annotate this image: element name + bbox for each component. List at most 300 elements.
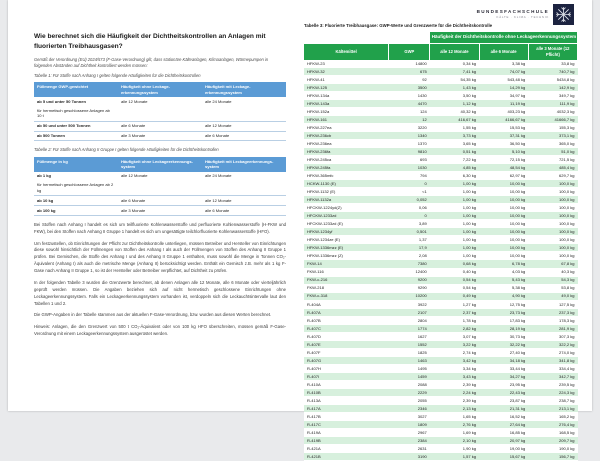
cell-gwp: 92 [389,75,430,83]
logo-title: BUNDESFACHSCHULE [476,9,549,15]
table-row [304,445,578,453]
cell-alle-3-monate: 165,2 kg [528,413,577,421]
cell-alle-3-monate: 40,3 kg [528,268,577,276]
cell-gwp: 3922 [389,300,430,308]
cell-fuellmenge: ab 500 Tonnen [34,131,118,141]
cell-alle-3-monate: 54,3 kg [528,276,577,284]
table-row [34,196,286,206]
cell-alle-3-monate: 224,3 kg [528,388,577,396]
cell-alle-12-monate: 1,00 kg [430,204,479,212]
cell-alle-3-monate: 213,1 kg [528,405,577,413]
cell-mit: alle 24 Monate [205,173,232,179]
col-alle-3-monate: alle 3 Monate (12 Pflicht) [528,44,577,60]
cell-mit: alle 12 Monate [202,121,286,131]
cell-alle-12-monate: 1,00 kg [430,220,479,228]
table3-caption: Tabelle 3: Fluorierte Treibhausgase: GWP-Werte und Grenzwerte für die Dichtheitskontrolle [304,23,493,28]
table-row [304,164,578,172]
cell-alle-6-monate: 17,83 kg [479,316,528,324]
cell-alle-12-monate: 7,41 kg [430,67,479,75]
table-row [304,284,578,292]
cell-alle-12-monate: 0,68 kg [430,260,479,268]
spacer-cell [304,32,389,44]
cell-gwp: 1459 [389,372,430,380]
cell-alle-6-monate: 4,90 kg [479,292,528,300]
cell-kaeltemittel: HFKW-245ca [304,156,389,164]
cell-fuellmenge: ab 100 kg [34,206,118,216]
cell-alle-6-monate: 72,15 kg [479,156,528,164]
cell-alle-12-monate: 2,13 kg [430,405,479,413]
cell-alle-3-monate: 67,8 kg [528,260,577,268]
cell-gwp: 2055 [389,397,430,405]
cell-alle-6-monate: 15,67 kg [479,453,528,461]
cell-ohne: alle 6 Monate [118,121,202,131]
cell-alle-12-monate: 2,76 kg [430,421,479,429]
body-paragraph-note: Hinweis: Anlagen, die den Grenzwert von 500 t CO₂-Äquivalent oder von 100 kg HFO überschreiten, müssen gemäß F-Gase-Verordnung mit einem Leckageerkennungssystem ausgerüstet werden. [34,324,286,337]
cell-gwp: 2,08 [389,252,430,260]
cell-alle-3-monate: 341,8 kg [528,356,577,364]
cell-gwp: 1552 [389,340,430,348]
table-row [304,276,578,284]
cell-kaeltemittel: R-407E [304,340,389,348]
cell-kaeltemittel: R-417B [304,413,389,421]
table-row [304,115,578,123]
table-row [34,131,286,141]
table-row [304,196,578,204]
cell-gwp: 3190 [389,453,430,461]
cell-fuellmenge: ab 50 und unter 500 Tonnen [34,121,118,131]
cell-alle-12-monate: 2,24 kg [430,388,479,396]
table-row [304,123,578,131]
right-column [304,23,578,461]
group-header-haeufigkeit: Häufigkeit der Dichtheitskontrolle ohne Leckageerkennungssystem [430,32,578,44]
cell-alle-12-monate: 1,12 kg [430,99,479,107]
cell-alle-3-monate: 349,7 kg [528,91,577,99]
cell-alle-3-monate: 237,3 kg [528,308,577,316]
cell-gwp: 0 [389,180,430,188]
body-paragraph-1: Bei Stoffen nach Anhang I handelt es sich um teilfluorierte Kohlenwasserstoffe und perfluorierte Kohlenwasserstoffe (H-FKW und FKW), bei den Stoffen nach Anhang II Gruppe 1 handelt es sich um ungesättigte teilchlorfluorierte Kohlenwasserstoffe (HFO). [34,221,286,234]
cell-alle-6-monate: 19,00 kg [479,445,528,453]
cell-kaeltemittel: FKW-218 [304,284,389,292]
table-row [304,180,578,188]
table-row [304,421,578,429]
cell-gwp: 0,501 [389,228,430,236]
cell-alle-3-monate: 190,0 kg [528,445,577,453]
cell-kaeltemittel: HFCKW-1233zd [304,212,389,220]
cell-kaeltemittel: HFKW-125 [304,83,389,91]
cell-alle-6-monate: 10,00 kg [479,188,528,196]
body-paragraph-2: Um festzustellen, ob Einrichtungen der Pflicht zur Dichtheitskontrolle unterliegen, müssen Betreiber und Hersteller von Einrichtungen diese sowohl hinsichtlich der Füllmengen von Stoffen des Anhang I als auch der Füllmengen von Stoffen des Anhang II Gruppe 1 prüfen. Bei Gemischen, die Stoffe des Anhang I und des Anhang II Gruppe 1 enthalten, muss sowohl die Menge in Tonnen CO₂-Äquivalent (Anhang I) als auch die metrische Menge (Anhang II) berücksichtigt werden. Enthält ein Gemisch z.B. mehr als 1 kg F-Gase nach Anhang II Gruppe 1, so ist der Hersteller oder Betreiber verpflichtet, auf Dichtheit zu prüfen. [34,240,286,274]
cell-alle-3-monate: 629,7 kg [528,172,577,180]
cell-kaeltemittel: HFKW-1336mzz (E) [304,244,389,252]
cell-gwp: 3027 [389,413,430,421]
cell-gwp: 1825 [389,348,430,356]
cell-fuellmenge: ab 10 kg [34,196,118,206]
table-header-row [34,82,286,97]
cell-kaeltemittel: FKW-c-216 [304,276,389,284]
cell-alle-3-monate: 178,3 kg [528,316,577,324]
cell-alle-3-monate: 721,5 kg [528,156,577,164]
cell-gwp: 1,37 [389,236,430,244]
cell-kaeltemittel: HFKW-1336mzz (Z) [304,252,389,260]
table-row [304,228,578,236]
cell-kaeltemittel: HFKW-152a [304,107,389,115]
cell-alle-12-monate: 1,00 kg [430,252,479,260]
cell-gwp: 4470 [389,99,430,107]
cell-alle-3-monate: 322,2 kg [528,340,577,348]
table-anhang-2 [34,157,286,216]
cell-kaeltemittel: R-419B [304,437,389,445]
cell-alle-3-monate: 4032,3 kg [528,107,577,115]
cell-gwp: 124 [389,107,430,115]
body-paragraph-3: In der folgenden Tabelle 3 wurden die Grenzwerte berechnet, ab denen Anlagen alle 12 Monate, alle 6 Monate oder vierteljährlich geprüft werden müssen. Die Angaben beziehen sich auf nicht hermetisch geschlossene Einrichtungen ohne Leckageerkennungssystem. Falls ein Leckageerkennungssystem vorhanden ist, verdoppeln sich die Leckauchtsintervalle laut den Tabellen 1 und 2. [34,279,286,306]
table-row [304,188,578,196]
table-row [304,140,578,148]
cell-alle-12-monate: 0,40 kg [430,268,479,276]
cell-alle-6-monate: 74,07 kg [479,67,528,75]
cell-kaeltemittel: HFKW-161 [304,115,389,123]
cell-empty [202,181,286,196]
cell-gwp: 2088 [389,380,430,388]
cell-gwp: 10200 [389,292,430,300]
cell-alle-12-monate: 1,00 kg [430,196,479,204]
cell-gwp: 675 [389,67,430,75]
cell-alle-3-monate: 5434,8 kg [528,75,577,83]
cell-alle-3-monate: 276,4 kg [528,421,577,429]
col-fuellmenge-gwp: Füllmenge GWP-gewichtet [34,82,118,97]
table-row [304,356,578,364]
cell-alle-6-monate: 27,64 kg [479,421,528,429]
cell-alle-12-monate: 1,43 kg [430,83,479,91]
cell-alle-12-monate: 54,35 kg [430,75,479,83]
cell-kaeltemittel: R-407D [304,332,389,340]
col-ohne-leckage: Häufigkeit ohne Leckageerkennungs-system [118,157,202,172]
table-row [304,236,578,244]
cell-kaeltemittel: HFKW-134a [304,91,389,99]
cell-alle-12-monate: 3,73 kg [430,131,479,139]
cell-alle-12-monate: 1,27 kg [430,300,479,308]
cell-ohne: alle 12 Monate [121,98,148,104]
cell-alle-3-monate: 111,9 kg [528,99,577,107]
cell-kaeltemittel: HFKW-365mfc [304,172,389,180]
table2-caption: Tabelle 2: Für Stoffe nach Anhang II Gruppe I gelten folgende Häufigkeiten für die Dichtheitskontrollen [34,147,219,153]
table-row [304,380,578,388]
cell-alle-12-monate: 2,74 kg [430,348,479,356]
cell-kaeltemittel: R-407C [304,324,389,332]
cell-alle-6-monate: 3,38 kg [479,60,528,68]
cell-alle-3-monate: 274,0 kg [528,348,577,356]
cell-alle-6-monate: 20,97 kg [479,437,528,445]
cell-alle-6-monate: 32,22 kg [479,340,528,348]
cell-alle-3-monate: 100,0 kg [528,252,577,260]
cell-alle-6-monate: 4166,67 kg [479,115,528,123]
cell-alle-12-monate: 1,00 kg [430,180,479,188]
cell-alle-3-monate: 49,0 kg [528,292,577,300]
cell-kaeltemittel: R-417A [304,405,389,413]
cell-gwp: 9810 [389,148,430,156]
cell-alle-6-monate: 23,95 kg [479,380,528,388]
cell-kaeltemittel: R-413A [304,397,389,405]
cell-gwp: 3220 [389,123,430,131]
cell-fuellmenge-note: für hermetisch geschlossene Anlagen ab 2 kg [34,181,118,196]
cell-empty [118,181,202,196]
cell-mit: alle 6 Monate [202,206,286,216]
cell-alle-12-monate: 0,54 kg [430,284,479,292]
cell-alle-6-monate: 62,97 kg [479,172,528,180]
col-kaeltemittel: Kältemittel [304,44,389,60]
cell-kaeltemittel: R-407H [304,364,389,372]
cell-alle-12-monate: 2,39 kg [430,397,479,405]
col-alle-6-monate: alle 6 Monate [479,44,528,60]
cell-alle-3-monate: 100,0 kg [528,188,577,196]
cell-fuellmenge-note: für hermetisch geschlossene Anlagen ab 10 t [34,106,118,121]
cell-alle-12-monate: 1,65 kg [430,413,479,421]
snowflake-icon [553,4,574,25]
cell-alle-6-monate: 37,31 kg [479,131,528,139]
cell-ohne: alle 3 Monate [118,206,202,216]
table-row [304,268,578,276]
cell-kaeltemittel: R-407A [304,308,389,316]
table-header-row [304,44,578,60]
cell-alle-3-monate: 365,0 kg [528,140,577,148]
logo-text-block [477,9,549,19]
cell-alle-6-monate: 10,00 kg [479,180,528,188]
table-body [304,60,578,461]
cell-kaeltemittel: HCKW-1130 (E) [304,180,389,188]
cell-alle-12-monate: 3,42 kg [430,356,479,364]
table-row [304,212,578,220]
cell-alle-12-monate: 3,07 kg [430,332,479,340]
cell-kaeltemittel: FKW-c-318 [304,292,389,300]
table-row [304,364,578,372]
cell-gwp: 12400 [389,268,430,276]
cell-alle-3-monate: 100,0 kg [528,220,577,228]
table-row [304,397,578,405]
cell-alle-12-monate: 1,00 kg [430,228,479,236]
cell-alle-12-monate: 1,00 kg [430,244,479,252]
cell-gwp: 2967 [389,429,430,437]
cell-alle-12-monate: 416,67 kg [430,115,479,123]
table-anhang-1 [34,82,286,141]
cell-kaeltemittel: R-404A [304,300,389,308]
cell-alle-12-monate: 1,00 kg [430,212,479,220]
cell-alle-6-monate: 48,54 kg [479,164,528,172]
cell-kaeltemittel: R-417C [304,421,389,429]
table-row [304,252,578,260]
cell-empty [118,106,202,121]
cell-alle-3-monate: 168,5 kg [528,429,577,437]
cell-alle-12-monate: 6,30 kg [430,172,479,180]
table-row [304,292,578,300]
table-kaeltemittel-grenzwerte [304,32,578,461]
table-row [304,60,578,68]
cell-gwp: 1627 [389,332,430,340]
cell-kaeltemittel: FKW-116 [304,268,389,276]
cell-alle-3-monate: 156,7 kg [528,453,577,461]
cell-alle-12-monate: 3,65 kg [430,140,479,148]
cell-gwp: 9290 [389,284,430,292]
cell-fuellmenge: ab 5 und unter 50 Tonnen [37,98,86,104]
cell-alle-6-monate: 30,73 kg [479,332,528,340]
cell-gwp: 794 [389,172,430,180]
cell-alle-12-monate: 40,32 kg [430,107,479,115]
cell-gwp: 2804 [389,316,430,324]
cell-alle-12-monate: 1,69 kg [430,429,479,437]
cell-gwp: 1370 [389,140,430,148]
cell-alle-6-monate: 22,43 kg [479,388,528,396]
cell-alle-6-monate: 34,27 kg [479,372,528,380]
table-row [304,332,578,340]
table-row [304,405,578,413]
cell-alle-3-monate: 238,7 kg [528,397,577,405]
brand-logo [477,4,574,25]
table-row [304,429,578,437]
cell-kaeltemittel: R-419A [304,429,389,437]
table-row [304,99,578,107]
cell-alle-12-monate: 1,90 kg [430,445,479,453]
cell-alle-6-monate: 14,29 kg [479,83,528,91]
cell-alle-12-monate: 1,55 kg [430,123,479,131]
table-row [304,340,578,348]
cell-alle-3-monate: 373,1 kg [528,131,577,139]
cell-gwp: 1774 [389,324,430,332]
cell-alle-6-monate: 10,00 kg [479,228,528,236]
cell-alle-12-monate: 0,51 kg [430,148,479,156]
cell-alle-6-monate: 36,50 kg [479,140,528,148]
cell-alle-12-monate: 1,78 kg [430,316,479,324]
table-row [304,204,578,212]
document-page [8,0,592,460]
cell-alle-3-monate: 740,7 kg [528,67,577,75]
cell-kaeltemittel: R-407F [304,348,389,356]
cell-kaeltemittel: R-407B [304,316,389,324]
table-header-row [34,157,286,172]
table-row [304,244,578,252]
cell-alle-6-monate: 543,48 kg [479,75,528,83]
cell-alle-6-monate: 5,10 kg [479,148,528,156]
table-row [304,220,578,228]
cell-alle-12-monate: 2,37 kg [430,308,479,316]
cell-alle-6-monate: 23,73 kg [479,308,528,316]
cell-alle-6-monate: 23,87 kg [479,397,528,405]
cell-gwp: 1495 [389,364,430,372]
cell-ohne: alle 6 Monate [118,196,202,206]
table-row [304,324,578,332]
cell-alle-3-monate: 127,5 kg [528,300,577,308]
cell-gwp: 2384 [389,437,430,445]
cell-gwp: 3,89 [389,220,430,228]
table-row [304,156,578,164]
cell-alle-12-monate: 1,00 kg [430,188,479,196]
table-row [304,75,578,83]
table1-caption: Tabelle 1: Für Stoffe nach Anhang I gelten folgende Häufigkeiten für die Dichtheitskontrollen [34,72,201,78]
table-row [304,437,578,445]
cell-alle-6-monate: 10,00 kg [479,212,528,220]
cell-kaeltemittel: HFKW-1132 (E) [304,188,389,196]
cell-alle-6-monate: 12,75 kg [479,300,528,308]
table-row [304,260,578,268]
cell-kaeltemittel: R-410A [304,380,389,388]
cell-alle-6-monate: 10,00 kg [479,236,528,244]
cell-alle-6-monate: 6,78 kg [479,260,528,268]
cell-gwp: 1030 [389,164,430,172]
cell-alle-12-monate: 0,54 kg [430,276,479,284]
cell-alle-12-monate: 2,39 kg [430,380,479,388]
cell-alle-6-monate: 34,18 kg [479,356,528,364]
cell-alle-12-monate: 2,10 kg [430,437,479,445]
cell-gwp: 1430 [389,91,430,99]
cell-alle-3-monate: 485,4 kg [528,164,577,172]
cell-alle-3-monate: 100,0 kg [528,204,577,212]
table-row [304,316,578,324]
cell-alle-3-monate: 281,9 kg [528,324,577,332]
cell-kaeltemittel: HFKW-227ea [304,123,389,131]
cell-kaeltemittel: HFKW-245fa [304,164,389,172]
cell-alle-6-monate: 10,00 kg [479,204,528,212]
cell-gwp: <1 [389,188,430,196]
cell-alle-3-monate: 307,3 kg [528,332,577,340]
cell-alle-6-monate: 11,19 kg [479,99,528,107]
cell-fuellmenge: ab 1 kg [37,173,51,179]
table-row [34,97,286,106]
cell-kaeltemittel: HFKW-23 [304,60,389,68]
cell-gwp: 693 [389,156,430,164]
cell-alle-3-monate: 100,0 kg [528,228,577,236]
cell-gwp: 3500 [389,83,430,91]
cell-alle-6-monate: 33,44 kg [479,364,528,372]
table-row [34,206,286,216]
spacer-cell [389,32,430,44]
table-row [304,131,578,139]
cell-kaeltemittel: HFCKW-1233zd (E) [304,220,389,228]
cell-alle-3-monate: 342,7 kg [528,372,577,380]
cell-alle-3-monate: 53,8 kg [528,284,577,292]
cell-empty [202,106,286,121]
cell-kaeltemittel: R-407I [304,372,389,380]
cell-alle-6-monate: 5,43 kg [479,276,528,284]
table-row [304,83,578,91]
left-column [34,32,286,343]
cell-alle-6-monate: 28,19 kg [479,324,528,332]
cell-kaeltemittel: R-421A [304,445,389,453]
cell-alle-6-monate: 4,03 kg [479,268,528,276]
cell-alle-12-monate: 1,00 kg [430,236,479,244]
cell-ohne: alle 3 Monate [118,131,202,141]
cell-mit: alle 6 Monate [202,131,286,141]
cell-alle-6-monate: 15,53 kg [479,123,528,131]
cell-alle-6-monate: 403,23 kg [479,107,528,115]
cell-alle-12-monate: 3,34 kg [430,364,479,372]
cell-kaeltemittel: HFKW-1234ze (E) [304,236,389,244]
cell-gwp: 0 [389,212,430,220]
col-alle-12-monate: alle 12 Monate [430,44,479,60]
cell-gwp: 0,06 [389,204,430,212]
table-row [34,121,286,131]
cell-alle-6-monate: 10,00 kg [479,252,528,260]
cell-alle-3-monate: 100,0 kg [528,244,577,252]
cell-kaeltemittel: HFKW-236ea [304,140,389,148]
cell-gwp: 2229 [389,388,430,396]
cell-alle-3-monate: 41666,7 kg [528,115,577,123]
cell-alle-3-monate: 51,0 kg [528,148,577,156]
table-row [304,172,578,180]
cell-alle-6-monate: 10,00 kg [479,196,528,204]
cell-gwp: 1340 [389,131,430,139]
table-row [304,91,578,99]
cell-alle-3-monate: 100,0 kg [528,196,577,204]
cell-gwp: 1809 [389,421,430,429]
col-gwp: GWP [389,44,430,60]
table-row-sub [34,181,286,196]
